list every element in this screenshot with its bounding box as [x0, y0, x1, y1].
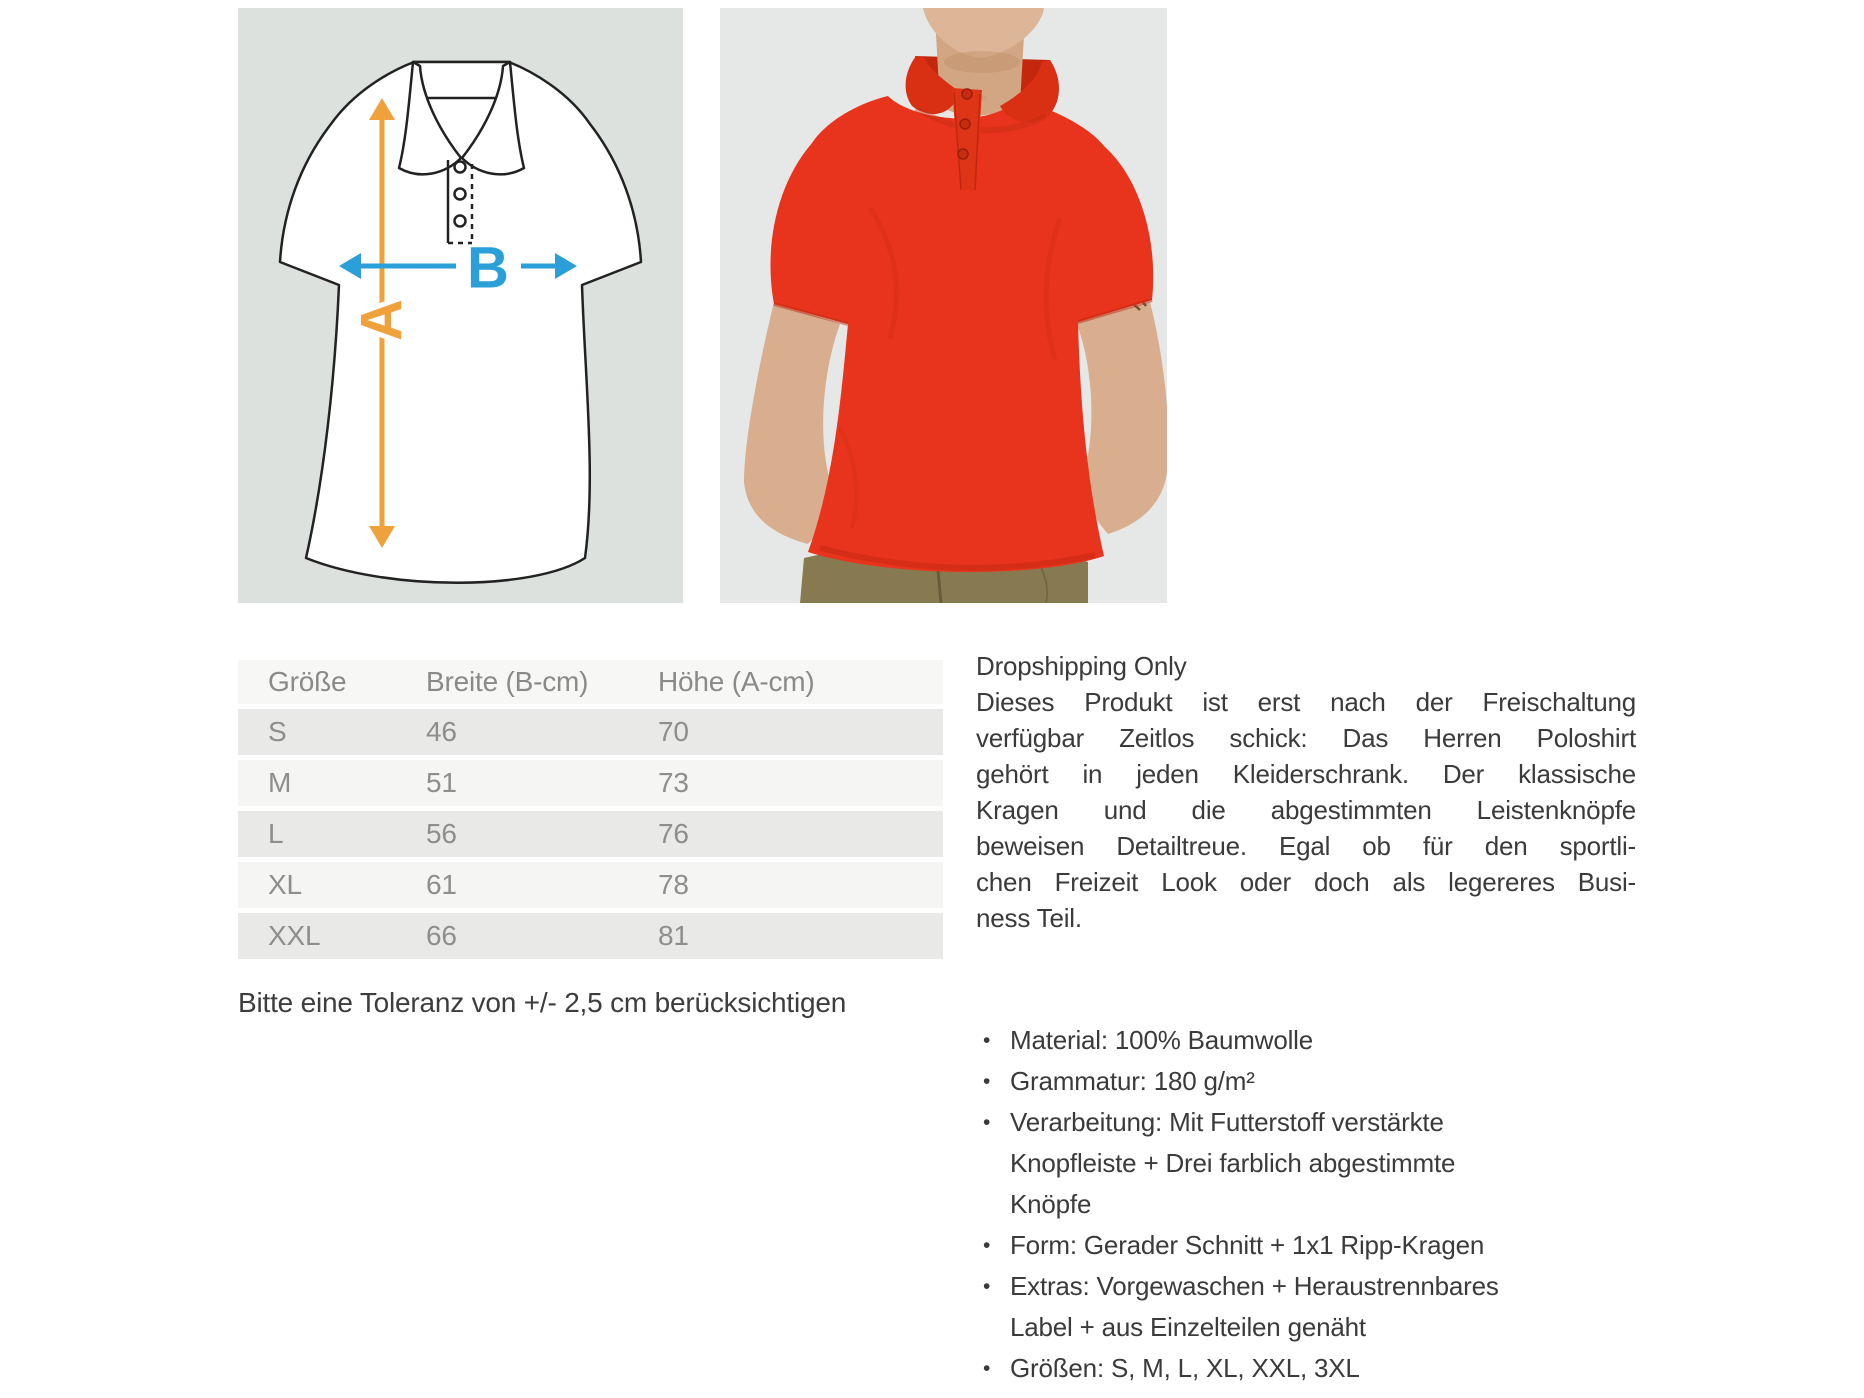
list-item-text: Knopfleiste + Drei farblich abgestimmte	[1010, 1148, 1456, 1178]
cell-size: M	[268, 767, 292, 798]
table-row	[238, 862, 943, 908]
paragraph-line: beweisen Detailtreue. Egal ob für den sportli-	[976, 831, 1636, 861]
cell-hoehe: 81	[658, 920, 689, 951]
bullet-icon: •	[983, 1234, 991, 1257]
table-row	[238, 913, 943, 959]
list-item	[976, 1266, 1636, 1348]
polo-shirt-outline-icon	[238, 8, 683, 603]
cell-breite: 56	[426, 818, 457, 849]
cell-size: L	[268, 818, 284, 849]
diagram-label-a: A	[349, 299, 415, 341]
cell-hoehe: 73	[658, 767, 689, 798]
bullet-icon: •	[983, 1029, 991, 1052]
paragraph-line: Kragen und die abgestimmten Leistenknöpfe	[976, 795, 1636, 825]
cell-breite: 46	[426, 716, 457, 747]
size-table	[238, 660, 943, 964]
bullet-icon: •	[983, 1357, 991, 1380]
bullet-icon: •	[983, 1070, 991, 1093]
bullet-icon: •	[983, 1275, 991, 1298]
cell-breite: 51	[426, 767, 457, 798]
list-item-text: Grammatur: 180 g/m²	[1010, 1066, 1255, 1096]
size-table-header	[238, 660, 943, 704]
cell-hoehe: 76	[658, 818, 689, 849]
list-item	[976, 1348, 1636, 1389]
cell-hoehe: 70	[658, 716, 689, 747]
paragraph-line: Dieses Produkt ist erst nach der Freischaltung	[976, 687, 1636, 717]
col-header-groesse: Größe	[268, 666, 347, 697]
cell-size: XXL	[268, 920, 321, 951]
paragraph-line: chen Freizeit Look oder doch als legereres Busi-	[976, 867, 1636, 897]
polo-measurement-diagram	[238, 8, 683, 603]
list-item-text: Knöpfe	[1010, 1189, 1092, 1219]
cell-size: S	[268, 716, 287, 747]
cell-breite: 66	[426, 920, 457, 951]
list-item-text: Material: 100% Baumwolle	[1010, 1025, 1314, 1055]
list-item-text: Verarbeitung: Mit Futterstoff verstärkte	[1010, 1107, 1444, 1137]
cell-breite: 61	[426, 869, 457, 900]
table-row	[238, 811, 943, 857]
cell-hoehe: 78	[658, 869, 689, 900]
feature-list	[976, 1020, 1636, 1389]
cell-size: XL	[268, 869, 302, 900]
list-item	[976, 1020, 1636, 1061]
col-header-hoehe: Höhe (A-cm)	[658, 666, 815, 697]
diagram-label-b: B	[467, 235, 509, 301]
list-item-text: Label + aus Einzelteilen genäht	[1010, 1312, 1366, 1342]
product-description	[976, 648, 1636, 1389]
list-item-text: Größen: S, M, L, XL, XXL, 3XL	[1010, 1353, 1360, 1383]
product-photo	[720, 8, 1167, 603]
table-row	[238, 709, 943, 755]
list-item	[976, 1225, 1636, 1266]
paragraph-line: verfügbar Zeitlos schick: Das Herren Poloshirt	[976, 723, 1636, 753]
paragraph-line: gehört in jeden Kleiderschrank. Der klassische	[976, 759, 1636, 789]
col-header-breite: Breite (B-cm)	[426, 666, 589, 697]
list-item	[976, 1061, 1636, 1102]
list-item-text: Form: Gerader Schnitt + 1x1 Ripp-Kragen	[1010, 1230, 1485, 1260]
list-item	[976, 1102, 1636, 1225]
bullet-icon: •	[983, 1111, 991, 1134]
paragraph-line: ness Teil.	[976, 903, 1082, 933]
man-in-red-polo-photo	[720, 8, 1167, 603]
table-row	[238, 760, 943, 806]
description-title: Dropshipping Only	[976, 651, 1187, 681]
list-item-text: Extras: Vorgewaschen + Heraustrennbares	[1010, 1271, 1499, 1301]
tolerance-note: Bitte eine Toleranz von +/- 2,5 cm berücksichtigen	[238, 987, 847, 1018]
